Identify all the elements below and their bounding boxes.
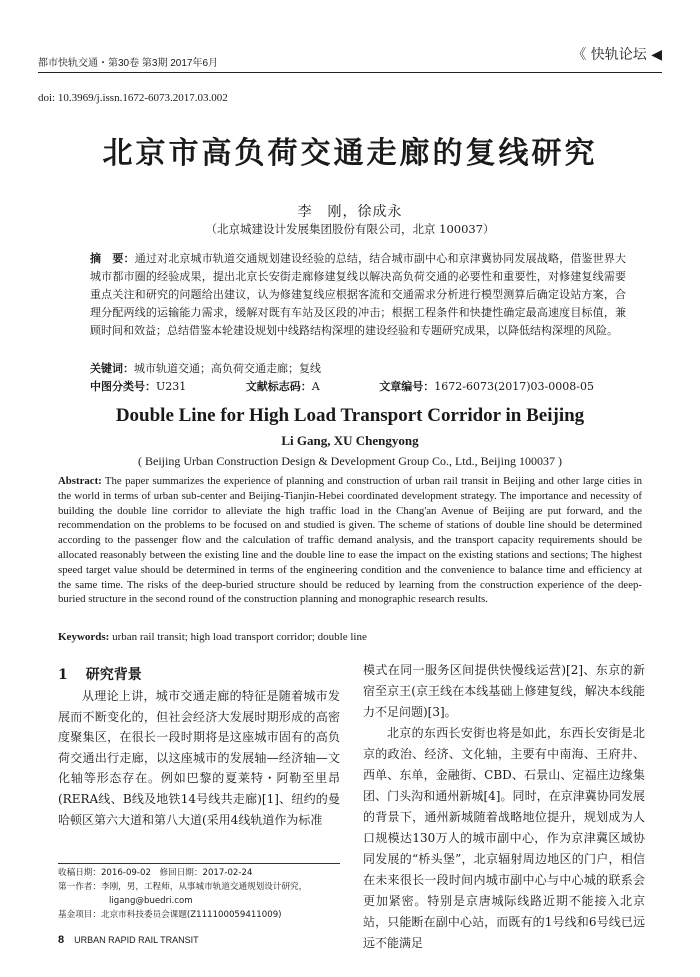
section-heading: 1 研究背景 [58, 667, 142, 683]
paragraph: 从理论上讲，城市交通走廊的特征是随着城市发展而不断变化的，但社会经济大发展时期形成的高密度聚集区，在很长一段时期将是这座城市固有的高负荷交通出行走廊，以这座城市的发展轴—经济轴—文化轴等形态存在。例如巴黎的夏莱特・阿勒至里昂(RERA线、B线及地铁14号线共走廊)[1]、纽约的曼哈顿区第六大道和第八大道(采用4线轨道作为标准 [58, 689, 340, 827]
paragraph: 北京的东西长安街也将是如此，东西长安街是北京的政治、经济、文化轴，主要有中南海、王府井、西单、东单，金融街、CBD、石景山、定福庄边缘集团、门头沟和通州新城[4]。同时，在京津冀协同发展的背景下，通州新城随着战略地位提升，规划成为人口规模达130万人的城市副中心，作为京津冀区域协同发展的“桥头堡”，北京辐射周边地区的门户，相信在未来很长一段时间内城市副中心与中心城的联系会更加紧密。特别是京唐城际线路近期不能接入北京站，只能断在副中心站，而既有的1号线和6号线已远远不能满足 [363, 726, 645, 950]
journal-english: URBAN RAPID RAIL TRANSIT [74, 935, 199, 945]
classification-row [90, 378, 650, 394]
journal-header: 都市快轨交通・第30卷 第3期 2017年6月 [38, 58, 219, 69]
abstract-chinese [90, 250, 626, 340]
title-chinese: 北京市高负荷交通走廊的复线研究 [102, 136, 598, 171]
paragraph: 模式在同一服务区间提供快慢线运营)[2]、东京的新宿至京王(京王线在本线基础上修建复线，解决本线能力不足问题)[3]。 [363, 663, 645, 719]
keywords-chinese: 关键词：城市轨道交通；高负荷交通走廊；复线 [90, 362, 321, 375]
header-divider [38, 72, 662, 73]
affiliation-english: ( Beijing Urban Construction Design & Development Group Co., Ltd., Beijing 100037 ) [138, 454, 562, 468]
author-email: ligang@buedri.com [109, 896, 193, 906]
clc-number: 中图分类号：U231 [90, 380, 187, 393]
authors-chinese: 李 刚，徐成永 [297, 204, 403, 220]
first-author-note: 第一作者：李刚，男，工程师，从事城市轨道交通规划设计研究， [58, 882, 308, 892]
abstract-english: Abstract: The paper summarizes the experience of planning and construction of urban rail transit in Beijing and other large cities in the world in terms of urban sub-center and Beijing-Tianjin-Hebei coordinated development strategy. The importance and necessity of building the double line corridor to alleviate the high traffic load in the Chang'an Avenue of Beijing are put forward, and the recommendation on the problems to be focused on and studied is given. The scheme of stations of double line should be determined according to the passenger flow and the calculation of traffic demand analysis, and the transport capacity requirements should be allocated reasonably between the existing line and the double line to ease the impact on the existing stations and sections; The highest speed target value should be determined in terms of the engineering condition and the convenience to balance time and efficiency at the same time. The risks of the deep-buried structure should be reduced by learning from the construction experience of the deep-buried structure in the second round of the construction planning and monographic research results. [58, 475, 642, 606]
footnotes [58, 866, 348, 922]
page-number: 8 [58, 934, 65, 946]
body-right-column [363, 660, 645, 954]
fund-note: 基金项目：北京市科技委员会课题(Z111100059411009) [58, 910, 282, 920]
title-english: Double Line for High Load Transport Corridor in Beijing [115, 405, 585, 426]
column-name: 《 快轨论坛 ◀ [572, 47, 662, 63]
page-footer [58, 934, 199, 946]
abstract-text: 通过对北京城市轨道交通规划建设经验的总结，结合城市副中心和京津冀协同发展战略，借鉴世界大城市都市圈的经验成果，提出北京长安街走廊修建复线以解决高负荷交通的必要性和重要性，对修建复线需要重点关注和研究的问题给出建议，认为修建复线应根据客流和交通需求分析进行模型测算后确定设站方案，合理分配两线的运输能力需求，缓解对既有车站及区段的冲击；根据工程条件和快捷性确定最高速度目标值，兼顾时间和效益；总结借鉴本轮建设规划中线路结构深埋的建设经验和专题研究成果，以降低结构深埋的风险。 [90, 252, 627, 337]
body-left-column [58, 686, 340, 830]
doi: doi: 10.3969/j.issn.1672-6073.2017.03.002 [38, 92, 228, 104]
footnote-divider [58, 863, 340, 864]
document-code: 文献标志码：A [245, 380, 320, 393]
received-dates: 收稿日期：2016-09-02 修回日期：2017-02-24 [58, 868, 253, 878]
keywords-english: Keywords: urban rail transit; high load transport corridor; double line [58, 631, 367, 643]
article-number: 文章编号：1672-6073(2017)03-0008-05 [379, 380, 594, 393]
abstract-label: 摘 要： [90, 252, 135, 265]
affiliation-chinese: （北京城建设计发展集团股份有限公司，北京 100037） [205, 222, 495, 236]
authors-english: Li Gang, XU Chengyong [281, 433, 419, 448]
